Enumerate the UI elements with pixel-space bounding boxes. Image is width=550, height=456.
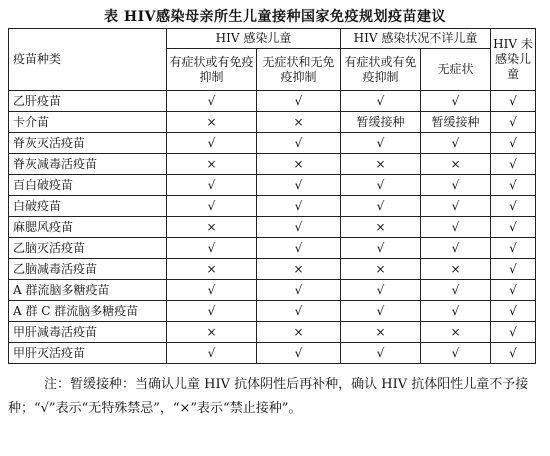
- cell: √: [341, 133, 421, 154]
- vaccine-name: A 群 C 群流脑多糖疫苗: [9, 301, 167, 322]
- header-hiv-unknown: HIV 感染状况不详儿童: [341, 29, 491, 49]
- cell: √: [257, 343, 341, 364]
- cell: √: [257, 91, 341, 112]
- vaccine-name: 卡介苗: [9, 112, 167, 133]
- cell: √: [421, 91, 491, 112]
- cell: √: [167, 238, 257, 259]
- cell: ×: [341, 259, 421, 280]
- cell: √: [167, 133, 257, 154]
- table-row: [9, 112, 536, 133]
- table-row: [9, 175, 536, 196]
- cell: ×: [167, 217, 257, 238]
- table-row: [9, 343, 536, 364]
- table-row: [9, 322, 536, 343]
- cell: √: [421, 196, 491, 217]
- table-row: [9, 196, 536, 217]
- cell: √: [421, 301, 491, 322]
- header-vaccine-type: 疫苗种类: [9, 29, 167, 91]
- cell: √: [341, 196, 421, 217]
- table-row: [9, 217, 536, 238]
- vaccine-name: 甲肝灭活疫苗: [9, 343, 167, 364]
- table-row: [9, 280, 536, 301]
- cell: ×: [257, 259, 341, 280]
- cell: √: [491, 175, 536, 196]
- cell: √: [491, 91, 536, 112]
- cell: √: [421, 280, 491, 301]
- cell: √: [341, 343, 421, 364]
- cell: √: [341, 175, 421, 196]
- cell: √: [341, 91, 421, 112]
- cell: √: [421, 217, 491, 238]
- header-sub-unknown-symptomatic: 有症状或有免疫抑制: [341, 49, 421, 91]
- cell: √: [421, 343, 491, 364]
- cell: √: [491, 280, 536, 301]
- cell: √: [257, 301, 341, 322]
- header-sub-symptomatic: 有症状或有免疫抑制: [167, 49, 257, 91]
- vaccine-name: 乙脑灭活疫苗: [9, 238, 167, 259]
- cell: ×: [257, 322, 341, 343]
- cell: √: [257, 217, 341, 238]
- cell: 暂缓接种: [341, 112, 421, 133]
- cell: ×: [421, 259, 491, 280]
- cell: √: [257, 280, 341, 301]
- vaccine-name: 白破疫苗: [9, 196, 167, 217]
- vaccine-name: 乙肝疫苗: [9, 91, 167, 112]
- cell: √: [257, 196, 341, 217]
- table-row: [9, 91, 536, 112]
- cell: 暂缓接种: [421, 112, 491, 133]
- cell: √: [491, 133, 536, 154]
- cell: √: [421, 175, 491, 196]
- cell: √: [491, 322, 536, 343]
- cell: √: [341, 301, 421, 322]
- cell: √: [491, 217, 536, 238]
- cell: √: [491, 112, 536, 133]
- cell: √: [167, 91, 257, 112]
- header-sub-asymptomatic: 无症状和无免疫抑制: [257, 49, 341, 91]
- cell: √: [421, 238, 491, 259]
- vaccine-name: 百白破疫苗: [9, 175, 167, 196]
- table-title: 表 HIV感染母亲所生儿童接种国家免疫规划疫苗建议: [103, 9, 446, 25]
- cell: ×: [167, 154, 257, 175]
- header-hiv-infected: HIV 感染儿童: [167, 29, 341, 49]
- cell: √: [167, 175, 257, 196]
- cell: √: [167, 343, 257, 364]
- cell: √: [257, 175, 341, 196]
- cell: ×: [167, 259, 257, 280]
- cell: ×: [257, 154, 341, 175]
- header-sub-unknown-asymptomatic: 无症状: [421, 49, 491, 91]
- table-row: [9, 238, 536, 259]
- cell: ×: [341, 217, 421, 238]
- header-hiv-uninfected: HIV 未感染儿童: [491, 29, 536, 91]
- vaccine-name: A 群流脑多糖疫苗: [9, 280, 167, 301]
- cell: √: [491, 301, 536, 322]
- vaccine-name: 脊灰减毒活疫苗: [9, 154, 167, 175]
- cell: √: [491, 238, 536, 259]
- cell: √: [491, 343, 536, 364]
- table-row: [9, 133, 536, 154]
- cell: √: [341, 280, 421, 301]
- cell: ×: [341, 322, 421, 343]
- cell: √: [167, 301, 257, 322]
- vaccine-name: 甲肝减毒活疫苗: [9, 322, 167, 343]
- cell: √: [491, 259, 536, 280]
- vaccine-recommendation-table: [8, 28, 536, 364]
- cell: √: [421, 133, 491, 154]
- cell: √: [491, 196, 536, 217]
- vaccine-name: 脊灰灭活疫苗: [9, 133, 167, 154]
- table-row: [9, 259, 536, 280]
- cell: ×: [421, 154, 491, 175]
- cell: √: [491, 154, 536, 175]
- cell: ×: [167, 322, 257, 343]
- cell: √: [257, 133, 341, 154]
- table-row: [9, 154, 536, 175]
- cell: √: [167, 196, 257, 217]
- cell: ×: [167, 112, 257, 133]
- vaccine-name: 乙脑减毒活疫苗: [9, 259, 167, 280]
- cell: ×: [257, 112, 341, 133]
- table-row: [9, 301, 536, 322]
- vaccine-name: 麻腮风疫苗: [9, 217, 167, 238]
- cell: √: [167, 280, 257, 301]
- table-note: 注：暂缓接种：当确认儿童 HIV 抗体阴性后再补种，确认 HIV 抗体阳性儿童不予接种；“√”表示“无特殊禁忌”，“×”表示“禁止接种”。: [8, 377, 529, 416]
- cell: ×: [421, 322, 491, 343]
- cell: √: [257, 238, 341, 259]
- cell: √: [341, 238, 421, 259]
- cell: ×: [341, 154, 421, 175]
